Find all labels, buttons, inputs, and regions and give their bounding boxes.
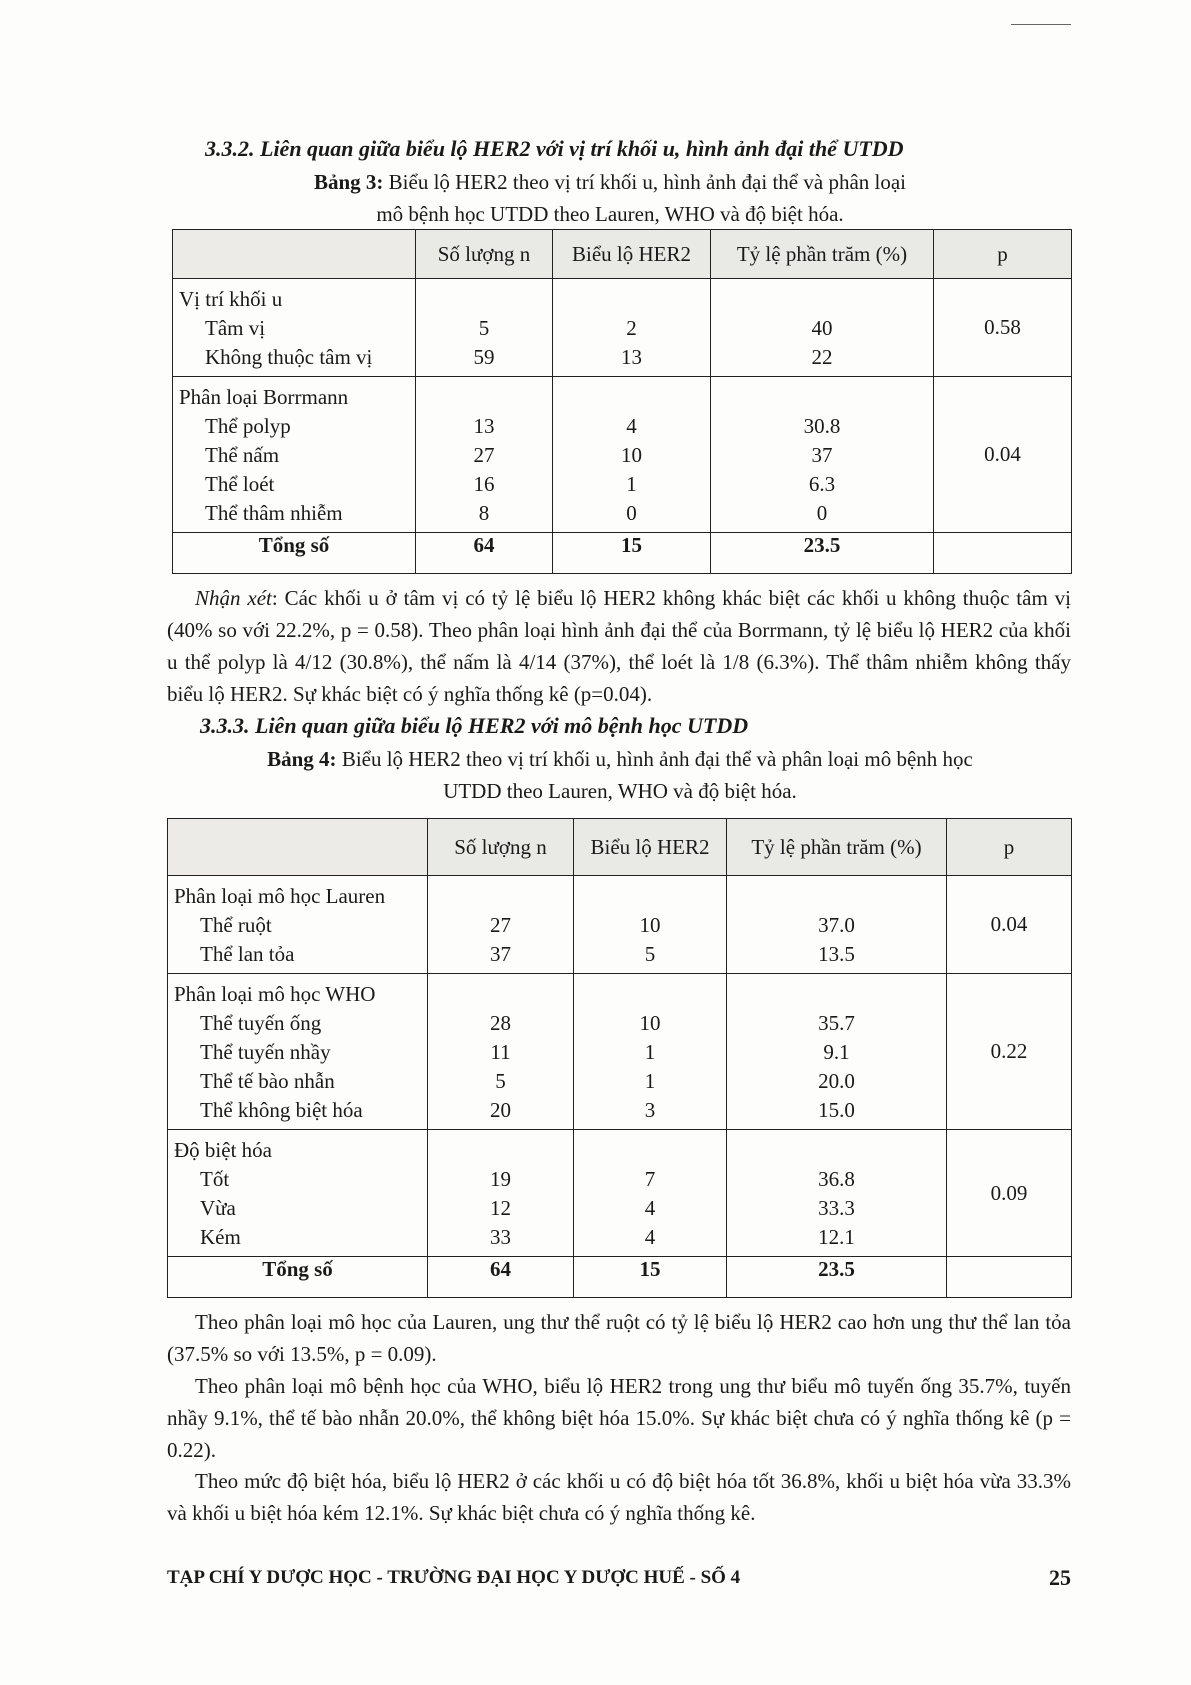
total-p bbox=[934, 533, 1072, 574]
p-value: 0.04 bbox=[947, 876, 1072, 974]
her2-cell bbox=[553, 377, 711, 533]
pct-value: 36.8 bbox=[818, 1167, 855, 1191]
row-label: Thể ruột bbox=[200, 913, 272, 937]
group-label-cell bbox=[168, 1130, 428, 1257]
row-label: Kém bbox=[200, 1225, 241, 1249]
paragraph-grade: Theo mức độ biệt hóa, biểu lộ HER2 ở các khối u có độ biệt hóa tốt 36.8%, khối u biệt hóa vừa 33.3% và khối u biệt hóa kém 12.1%. Sự khác biệt chưa có ý nghĩa thống kê. bbox=[167, 1469, 1071, 1525]
her2-value: 13 bbox=[621, 345, 642, 369]
n-value: 19 bbox=[490, 1167, 511, 1191]
pct-value: 22 bbox=[811, 345, 833, 369]
n-value: 33 bbox=[490, 1225, 511, 1249]
her2-value: 1 bbox=[644, 1040, 656, 1064]
her2-value: 10 bbox=[639, 913, 661, 937]
row-label: Thể lan tỏa bbox=[200, 942, 295, 966]
pct-value: 40 bbox=[811, 316, 833, 340]
her2-value: 4 bbox=[644, 1196, 656, 1220]
n-value: 5 bbox=[495, 1069, 506, 1093]
paragraph-lauren: Theo phân loại mô học của Lauren, ung thư thể ruột có tỷ lệ biểu lộ HER2 cao hơn ung thư thể lan tỏa (37.5% so với 13.5%, p = 0.09). bbox=[167, 1310, 1071, 1366]
table-4-caption-line1: Biểu lộ HER2 theo vị trí khối u, hình ảnh đại thể và phân loại mô bệnh học bbox=[336, 747, 973, 771]
n-value: 16 bbox=[473, 472, 495, 496]
table-total-row bbox=[168, 1257, 1072, 1298]
pct-value: 13.5 bbox=[818, 942, 855, 966]
section-heading-3-3-2: 3.3.2. Liên quan giữa biểu lộ HER2 với vị trí khối u, hình ảnh đại thể UTDD bbox=[205, 136, 904, 161]
her2-value: 0 bbox=[626, 501, 637, 525]
header-p: p bbox=[934, 230, 1072, 279]
her2-value: 10 bbox=[639, 1011, 661, 1035]
her2-cell bbox=[574, 1130, 727, 1257]
n-value: 5 bbox=[478, 316, 490, 340]
n-cell bbox=[428, 876, 574, 974]
total-her2: 15 bbox=[553, 533, 711, 574]
n-cell bbox=[416, 377, 553, 533]
row-label: Không thuộc tâm vị bbox=[205, 345, 373, 369]
n-cell bbox=[416, 279, 553, 377]
n-value: 20 bbox=[490, 1098, 511, 1122]
header-blank bbox=[173, 230, 416, 279]
total-pct: 23.5 bbox=[727, 1257, 947, 1298]
n-value: 12 bbox=[490, 1196, 511, 1220]
header-n: Số lượng n bbox=[416, 230, 553, 279]
pct-value: 12.1 bbox=[818, 1225, 855, 1249]
total-label: Tổng số bbox=[173, 533, 416, 574]
n-value: 27 bbox=[473, 443, 495, 467]
row-label: Thể không biệt hóa bbox=[200, 1098, 363, 1122]
table-group-row bbox=[173, 377, 1072, 533]
group-label-cell bbox=[173, 279, 416, 377]
pct-value: 37.0 bbox=[818, 913, 855, 937]
comment-lead: Nhận xét bbox=[195, 586, 272, 610]
pct-value: 20.0 bbox=[818, 1069, 855, 1093]
header-her2: Biểu lộ HER2 bbox=[574, 819, 727, 876]
journal-name: TẠP CHÍ Y DƯỢC HỌC - TRƯỜNG ĐẠI HỌC Y DƯỢC HUẾ - SỐ 4 bbox=[167, 1567, 741, 1588]
page-footer bbox=[167, 1567, 1071, 1589]
her2-value: 7 bbox=[644, 1167, 656, 1191]
group-title: Phân loại mô học WHO bbox=[174, 982, 376, 1006]
n-value: 13 bbox=[473, 414, 495, 438]
table-header-row bbox=[173, 230, 1072, 279]
p-value: 0.09 bbox=[947, 1130, 1072, 1257]
table-3-caption-line1: Biểu lộ HER2 theo vị trí khối u, hình ảnh đại thể và phân loại bbox=[383, 170, 907, 194]
her2-value: 4 bbox=[626, 414, 637, 438]
her2-value: 5 bbox=[644, 942, 656, 966]
pct-value: 30.8 bbox=[803, 414, 841, 438]
group-title: Phân loại Borrmann bbox=[179, 385, 349, 409]
n-value: 11 bbox=[490, 1040, 511, 1064]
row-label: Tốt bbox=[200, 1167, 230, 1191]
pct-cell bbox=[727, 1130, 947, 1257]
pct-value: 37 bbox=[811, 443, 833, 467]
group-label-cell bbox=[168, 876, 428, 974]
group-title: Phân loại mô học Lauren bbox=[174, 884, 386, 908]
row-label: Thể tuyến ống bbox=[200, 1011, 322, 1035]
p-value: 0.58 bbox=[934, 279, 1072, 377]
n-cell bbox=[428, 1130, 574, 1257]
group-label-cell bbox=[173, 377, 416, 533]
page-number: 25 bbox=[1049, 1565, 1071, 1590]
pct-cell bbox=[727, 974, 947, 1130]
table-group-row bbox=[168, 974, 1072, 1130]
table-3-caption bbox=[240, 166, 980, 230]
table-3 bbox=[172, 229, 1072, 574]
table-total-row bbox=[173, 533, 1072, 574]
pct-value: 33.3 bbox=[818, 1196, 855, 1220]
n-value: 37 bbox=[490, 942, 511, 966]
her2-value: 1 bbox=[644, 1069, 656, 1093]
total-p bbox=[947, 1257, 1072, 1298]
p-value: 0.22 bbox=[947, 974, 1072, 1130]
group-title: Độ biệt hóa bbox=[174, 1138, 272, 1162]
row-label: Tâm vị bbox=[205, 316, 266, 340]
table-4-caption-label: Bảng 4: bbox=[267, 747, 337, 771]
group-label-cell bbox=[168, 974, 428, 1130]
her2-cell bbox=[553, 279, 711, 377]
pct-value: 9.1 bbox=[823, 1040, 850, 1064]
table-4 bbox=[167, 818, 1072, 1298]
n-value: 27 bbox=[490, 913, 511, 937]
n-value: 8 bbox=[478, 501, 490, 525]
table-4-caption-line2: UTDD theo Lauren, WHO và độ biệt hóa. bbox=[443, 779, 797, 803]
header-her2: Biểu lộ HER2 bbox=[553, 230, 711, 279]
table-header-row bbox=[168, 819, 1072, 876]
table-4-caption bbox=[200, 743, 1040, 807]
her2-cell bbox=[574, 974, 727, 1130]
n-value: 28 bbox=[490, 1011, 511, 1035]
pct-value: 15.0 bbox=[818, 1098, 855, 1122]
header-pct: Tỷ lệ phần trăm (%) bbox=[711, 230, 934, 279]
paragraph-who: Theo phân loại mô bệnh học của WHO, biểu lộ HER2 trong ung thư biểu mô tuyến ống 35.7%, tuyến nhầy 9.1%, thể tế bào nhẫn 20.0%, thể không biệt hóa 15.0%. Sự khác biệt chưa có ý nghĩa thống kê (p = 0.22). bbox=[167, 1374, 1071, 1462]
pct-value: 0 bbox=[816, 501, 828, 525]
total-her2: 15 bbox=[574, 1257, 727, 1298]
pct-cell bbox=[711, 377, 934, 533]
total-pct: 23.5 bbox=[711, 533, 934, 574]
scan-mark bbox=[1011, 24, 1071, 25]
table-3-caption-line2: mô bệnh học UTDD theo Lauren, WHO và độ biệt hóa. bbox=[376, 202, 844, 226]
row-label: Vừa bbox=[200, 1196, 236, 1220]
n-cell bbox=[428, 974, 574, 1130]
total-n: 64 bbox=[428, 1257, 574, 1298]
p-value: 0.04 bbox=[934, 377, 1072, 533]
her2-value: 4 bbox=[644, 1225, 656, 1249]
header-pct: Tỷ lệ phần trăm (%) bbox=[727, 819, 947, 876]
total-n: 64 bbox=[416, 533, 553, 574]
comment-paragraph bbox=[167, 582, 1071, 710]
section-heading-3-3-3: 3.3.3. Liên quan giữa biểu lộ HER2 với mô bệnh học UTDD bbox=[200, 713, 749, 738]
pct-value: 35.7 bbox=[818, 1011, 855, 1035]
row-label: Thể thâm nhiễm bbox=[205, 501, 343, 525]
group-title: Vị trí khối u bbox=[179, 287, 283, 311]
row-label: Thể tuyến nhầy bbox=[200, 1040, 331, 1064]
row-label: Thể polyp bbox=[205, 414, 291, 438]
table-3-caption-label: Bảng 3: bbox=[313, 170, 384, 194]
pct-cell bbox=[711, 279, 934, 377]
her2-value: 3 bbox=[644, 1098, 656, 1122]
pct-cell bbox=[727, 876, 947, 974]
header-blank bbox=[168, 819, 428, 876]
comment-text: : Các khối u ở tâm vị có tỷ lệ biểu lộ HER2 không khác biệt các khối u không thuộc tâm vị (40% so với 22.2%, p = 0.58). Theo phân loại hình ảnh đại thể của Borrmann, tỷ lệ biểu lộ HER2 của khối u thể polyp là 4/12 (30.8%), thể nấm là 4/14 (37%), thể loét là 1/8 (6.3%). Thể thâm nhiễm không thấy biểu lộ HER2. Sự khác biệt có ý nghĩa thống kê (p=0.04). bbox=[167, 586, 1071, 706]
row-label: Thể loét bbox=[205, 472, 275, 496]
total-label: Tổng số bbox=[168, 1257, 428, 1298]
her2-value: 1 bbox=[626, 472, 637, 496]
row-label: Thể nấm bbox=[205, 443, 280, 467]
pct-value: 6.3 bbox=[808, 472, 836, 496]
header-n: Số lượng n bbox=[428, 819, 574, 876]
row-label: Thể tế bào nhẫn bbox=[200, 1069, 335, 1093]
table-group-row bbox=[168, 876, 1072, 974]
her2-value: 2 bbox=[626, 316, 637, 340]
table-group-row bbox=[168, 1130, 1072, 1257]
header-p: p bbox=[947, 819, 1072, 876]
her2-cell bbox=[574, 876, 727, 974]
her2-value: 10 bbox=[621, 443, 642, 467]
table-group-row bbox=[173, 279, 1072, 377]
n-value: 59 bbox=[473, 345, 495, 369]
